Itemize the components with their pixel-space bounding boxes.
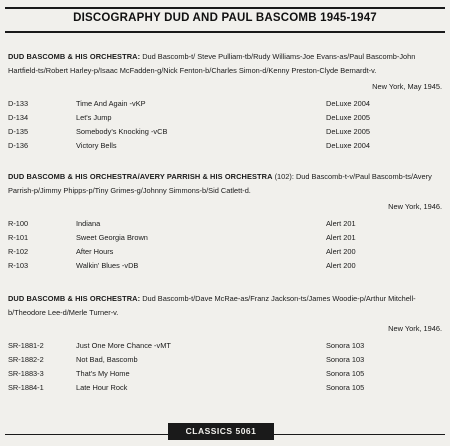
track-title: Victory Bells <box>76 141 117 150</box>
matrix-number: SR-1882-2 <box>8 355 44 364</box>
header-rule-bottom <box>5 31 445 33</box>
record-label: DeLuxe 2005 <box>326 127 370 136</box>
matrix-number: R-103 <box>8 261 29 270</box>
matrix-number: SR-1883-3 <box>8 369 44 378</box>
recording-place: New York, 1946. <box>388 324 442 333</box>
session-3 <box>8 292 442 395</box>
track-list <box>8 339 442 395</box>
session-header <box>8 170 442 198</box>
record-label: DeLuxe 2004 <box>326 99 370 108</box>
track-row <box>8 245 442 259</box>
track-title: Let's Jump <box>76 113 112 122</box>
recording-place: New York, 1946. <box>388 202 442 211</box>
session-1 <box>8 50 442 153</box>
track-row <box>8 139 442 153</box>
track-row <box>8 353 442 367</box>
track-row <box>8 111 442 125</box>
catalog-badge: CLASSICS 5061 <box>168 423 274 440</box>
track-title: After Hours <box>76 247 114 256</box>
track-list <box>8 97 442 153</box>
record-label: Sonora 105 <box>326 383 365 392</box>
track-row <box>8 259 442 273</box>
track-row <box>8 367 442 381</box>
track-row <box>8 339 442 353</box>
session-2 <box>8 170 442 273</box>
matrix-number: R-102 <box>8 247 29 256</box>
header-rule-top <box>5 7 445 9</box>
record-label: Sonora 105 <box>326 369 365 378</box>
record-label: Sonora 103 <box>326 355 365 364</box>
band-name: DUD BASCOMB & HIS ORCHESTRA: <box>8 52 141 61</box>
matrix-number: D-135 <box>8 127 29 136</box>
matrix-number: D-136 <box>8 141 29 150</box>
track-row <box>8 125 442 139</box>
record-label: Alert 201 <box>326 219 356 228</box>
matrix-number: SR-1881-2 <box>8 341 44 350</box>
matrix-number: D-133 <box>8 99 29 108</box>
session-header <box>8 50 442 78</box>
recording-place: New York, May 1945. <box>372 82 442 91</box>
track-title: Indiana <box>76 219 101 228</box>
matrix-number: R-101 <box>8 233 29 242</box>
band-name: DUD BASCOMB & HIS ORCHESTRA: <box>8 294 141 303</box>
record-label: Sonora 103 <box>326 341 365 350</box>
track-title: Time And Again -vKP <box>76 99 146 108</box>
track-row <box>8 97 442 111</box>
record-label: Alert 200 <box>326 261 356 270</box>
page-title: DISCOGRAPHY DUD AND PAUL BASCOMB 1945-1947 <box>73 12 377 24</box>
session-header <box>8 292 442 320</box>
matrix-number: SR-1884-1 <box>8 383 44 392</box>
track-row <box>8 217 442 231</box>
band-name: DUD BASCOMB & HIS ORCHESTRA/AVERY PARRISH & HIS ORCHESTRA <box>8 172 273 181</box>
track-title: That's My Home <box>76 369 130 378</box>
matrix-number: D-134 <box>8 113 29 122</box>
track-row <box>8 381 442 395</box>
matrix-number: R-100 <box>8 219 29 228</box>
personnel: (102): Dud Bascomb-t-v/Paul Bascomb-ts/Avery Parrish-p/Jimmy Phipps-p/Tiny Grimes-g/Johnny Simmons-b/Sid Catlett-d. <box>8 172 432 195</box>
track-title: Not Bad, Bascomb <box>76 355 138 364</box>
track-row <box>8 231 442 245</box>
track-list <box>8 217 442 273</box>
record-label: DeLuxe 2005 <box>326 113 370 122</box>
track-title: Late Hour Rock <box>76 383 128 392</box>
record-label: Alert 201 <box>326 233 356 242</box>
personnel: Dud Bascomb-t/Dave McRae-as/Franz Jackson-ts/James Woodie-p/Arthur Mitchell-b/Theodore Lee-d/Merle Turner-v. <box>8 294 416 317</box>
track-title: Somebody's Knocking -vCB <box>76 127 168 136</box>
record-label: Alert 200 <box>326 247 356 256</box>
track-title: Walkin' Blues -vDB <box>76 261 139 270</box>
personnel: Dud Bascomb-t/ Steve Pulliam-tb/Rudy Williams-Joe Evans-as/Paul Bascomb-John Hartfield-ts/Robert Harley-p/Isaac McFadden-g/Nick Fenton-b/Charles Simon-d/Kenny Preston-Clyde Bernardt-v. <box>8 52 416 75</box>
track-title: Sweet Georgia Brown <box>76 233 148 242</box>
track-title: Just One More Chance -vMT <box>76 341 171 350</box>
record-label: DeLuxe 2004 <box>326 141 370 150</box>
